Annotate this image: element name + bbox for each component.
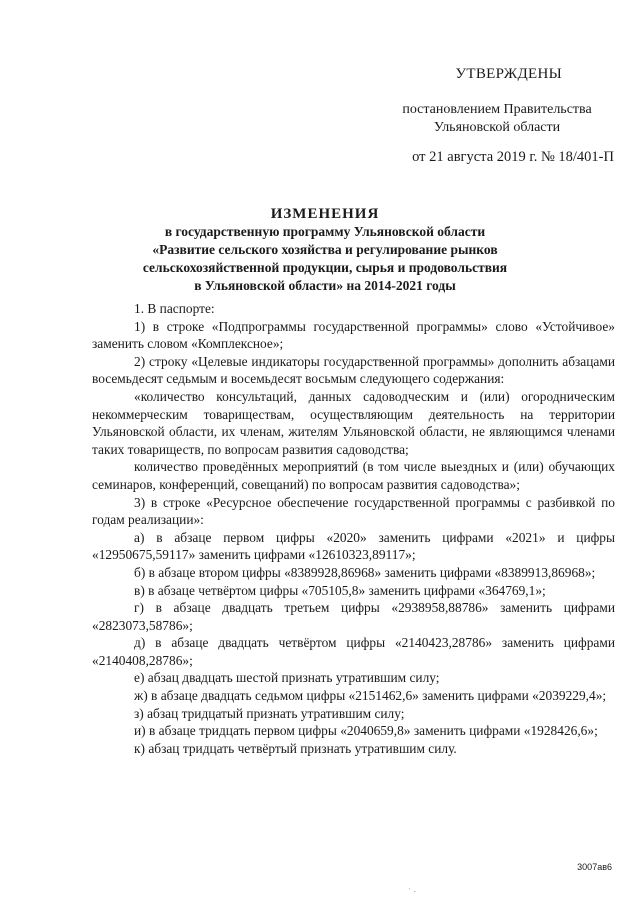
paragraph: д) в абзаце двадцать четвёртом цифры «2140423,28786» заменить цифрами «2140408,28786»; [92, 635, 615, 668]
approved-stamp-text: УТВЕРЖДЕНЫ [455, 66, 562, 82]
decree-date: от 21 августа 2019 г. № 18/401-П [412, 149, 614, 165]
paragraph: з) абзац тридцатый признать утратившим силу; [134, 705, 405, 721]
title-line-4: в Ульяновской области» на 2014-2021 годы [194, 278, 456, 293]
paragraph: в) в абзаце четвёртом цифры «705105,8» заменить цифрами «364769,1»; [134, 582, 546, 598]
scan-artifact-icon: ˙ · [408, 888, 416, 896]
paragraph: е) абзац двадцать шестой признать утратившим силу; [134, 670, 440, 686]
paragraph: и) в абзаце тридцать первом цифры «2040659,8» заменить цифрами «1928426,6»; [134, 723, 598, 739]
paragraph: 1. В паспорте: [134, 301, 215, 316]
document-body [92, 300, 615, 757]
paragraph: б) в абзаце втором цифры «8389928,86968» заменить цифрами «8389913,86968»; [134, 564, 596, 580]
document-code: 3007ав6 [577, 862, 612, 872]
paragraph: ж) в абзаце двадцать седьмом цифры «2151462,6» заменить цифрами «2039229,4»; [134, 688, 607, 704]
title-line-2: «Развитие сельского хозяйства и регулирование рынков [152, 242, 498, 257]
decree-line-2: Ульяновской области [433, 120, 561, 135]
paragraph: а) в абзаце первом цифры «2020» заменить цифрами «2021» и цифры «12950675,59117» заменить цифрами «12610323,89117»; [92, 529, 615, 563]
decree-line-1: постановлением Правительства [402, 102, 592, 117]
title-heading: ИЗМЕНЕНИЯ [270, 206, 380, 222]
paragraph: 2) строку «Целевые индикаторы государственной программы» дополнить абзацами восемьдесят седьмым и восемьдесят восьмым следующего содержания: [92, 353, 615, 387]
paragraph: 1) в строке «Подпрограммы государственной программы» слово «Устойчивое» заменить словом «Комплексное»; [92, 318, 615, 352]
title-line-1: в государственную программу Ульяновской области [164, 224, 486, 239]
paragraph: к) абзац тридцать четвёртый признать утратившим силу. [134, 740, 457, 756]
title-line-3: сельскохозяйственной продукции, сырья и продовольствия [142, 260, 508, 275]
decree-reference [382, 101, 612, 137]
paragraph: 3) в строке «Ресурсное обеспечение государственной программы с разбивкой по годам реализации»: [92, 494, 615, 528]
paragraph: «количество консультаций, данных садоводческим и (или) огородническим некоммерческим товариществам, осуществляющим деятельность на территории Ульяновской области, их членам, жителям Ульяновской области, не являющимся членами таких товариществ, по вопросам развития садоводства; [92, 388, 615, 457]
paragraph: г) в абзаце двадцать третьем цифры «2938958,88786» заменить цифрами «2823073,58786»; [92, 600, 615, 633]
document-title [90, 205, 560, 295]
paragraph: количество проведённых мероприятий (в том числе выездных и (или) обучающих семинаров, конференций, совещаний) по вопросам развития садоводства»; [92, 459, 615, 492]
